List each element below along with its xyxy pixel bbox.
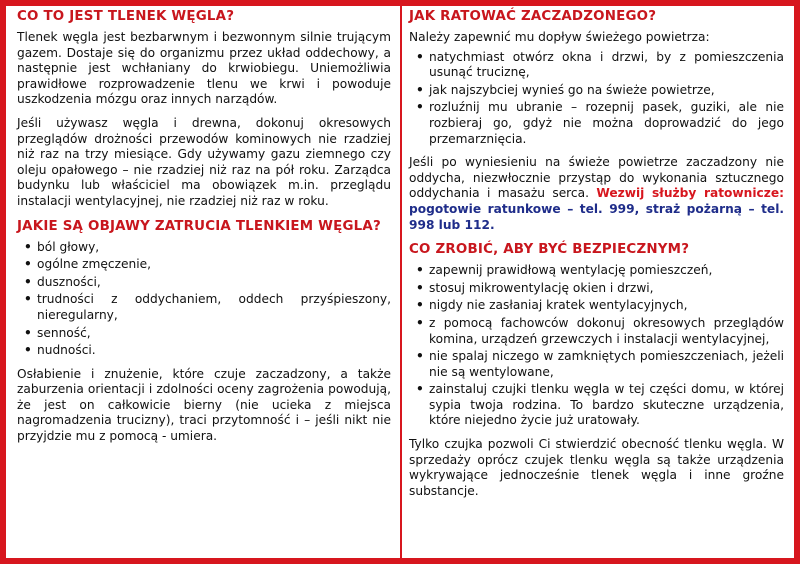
paragraph-co-description: Tlenek węgla jest bezbarwnym i bezwonnym silnie trującym gazem. Dostaje się do organizmu przez układ oddechowy, a następnie jest wchłaniany do krwiobiegu. Uniemożliwia prawidłowe rozprowadzenie tlenu we krwi i powoduje uszkodzenia mózgu oraz innych narządów. <box>17 30 391 107</box>
list-item: • nigdy nie zasłaniaj kratek wentylacyjnych, <box>409 298 784 314</box>
heading-what-is-co: CO TO JEST TLENEK WĘGLA? <box>17 9 235 24</box>
list-item: • rozluźnij mu ubranie – rozepnij pasek, guziki, ale nie rozbieraj go, gdyż nie można doprowadzić do jego przemarznięcia. <box>409 100 784 147</box>
list-item: • senność, <box>17 326 391 342</box>
heading-symptoms: JAKIE SĄ OBJAWY ZATRUCIA TLENKIEM WĘGLA? <box>17 218 381 234</box>
paragraph-cpr <box>409 155 784 233</box>
cpr-text: Jeśli po wyniesieniu na świeże powietrze zaczadzony nie oddycha, niezwłocznie przystąp do wykonania sztucznego oddychania i masażu serca. <box>409 155 784 201</box>
list-item: • duszności, <box>17 275 391 291</box>
list-item: • zapewnij prawidłową wentylację pomieszczeń, <box>409 263 784 279</box>
list-item: • jak najszybciej wynieś go na świeże powietrze, <box>409 83 784 99</box>
list-item: • zainstaluj czujki tlenku węgla w tej części domu, w której sypia twoja rodzina. To bardzo skuteczne urządzenia, które niejedno życie już uratowały. <box>409 382 784 429</box>
list-item: • ogólne zmęczenie, <box>17 257 391 273</box>
heading-safety: CO ZROBIĆ, ABY BYĆ BEZPIECZNYM? <box>409 242 690 258</box>
emergency-call-label: Wezwij służby ratownicze: <box>596 186 784 201</box>
paragraph-closing: Tylko czujka pozwoli Ci stwierdzić obecność tlenku węgla. W sprzedaży oprócz czujek tlenku węgla są także urządzenia wykrywające jednocześnie tlenek węgla i inne groźne substancje. <box>409 437 784 498</box>
paragraph-effects: Osłabienie i znużenie, które czuje zaczadzony, a także zaburzenia orientacji i zdolności oceny zagrożenia powodują, że jest on całkowicie bierny (nie ucieka z miejsca nagromadzenia trucizny), traci przytomność i – jeśli nikt nie przyjdzie mu z pomocą - umiera. <box>17 366 391 444</box>
list-item: • stosuj mikrowentylację okien i drzwi, <box>409 281 784 297</box>
left-column <box>17 8 391 453</box>
list-item: • nudności. <box>17 343 391 359</box>
list-item: • ból głowy, <box>17 240 391 256</box>
column-divider <box>400 6 402 558</box>
safety-list <box>409 263 784 429</box>
right-column <box>409 8 784 507</box>
list-item: • nie spalaj niczego w zamkniętych pomieszczeniach, jeżeli nie są wentylowane, <box>409 349 784 380</box>
list-item: • z pomocą fachowców dokonuj okresowych przeglądów komina, urządzeń grzewczych i instalacji wentylacyjnej, <box>409 316 784 347</box>
heading-rescue: JAK RATOWAĆ ZACZADZONEGO? <box>409 9 657 24</box>
rescue-list <box>409 50 784 148</box>
paragraph-inspections: Jeśli używasz węgla i drewna, dokonuj okresowych przeglądów drożności przewodów kominowych nie rzadziej niż raz na trzy miesiące. Gdy używamy gazu ziemnego czy oleju opałowego – nie rzadziej niż raz na pół roku. Zarządca budynku lub właściciel ma obowiązek m.in. przeglądu instalacji wentylacyjnej, nie rzadziej niż raz w roku. <box>17 115 391 208</box>
symptoms-list <box>17 240 391 359</box>
list-item: • natychmiast otwórz okna i drzwi, by z pomieszczenia usunąć truciznę, <box>409 50 784 81</box>
paragraph-rescue-intro: Należy zapewnić mu dopływ świeżego powietrza: <box>409 30 710 44</box>
emergency-numbers: pogotowie ratunkowe – tel. 999, straż pożarną – tel. 998 lub 112. <box>409 201 784 232</box>
list-item: • trudności z oddychaniem, oddech przyśpieszony, nieregularny, <box>17 292 391 323</box>
